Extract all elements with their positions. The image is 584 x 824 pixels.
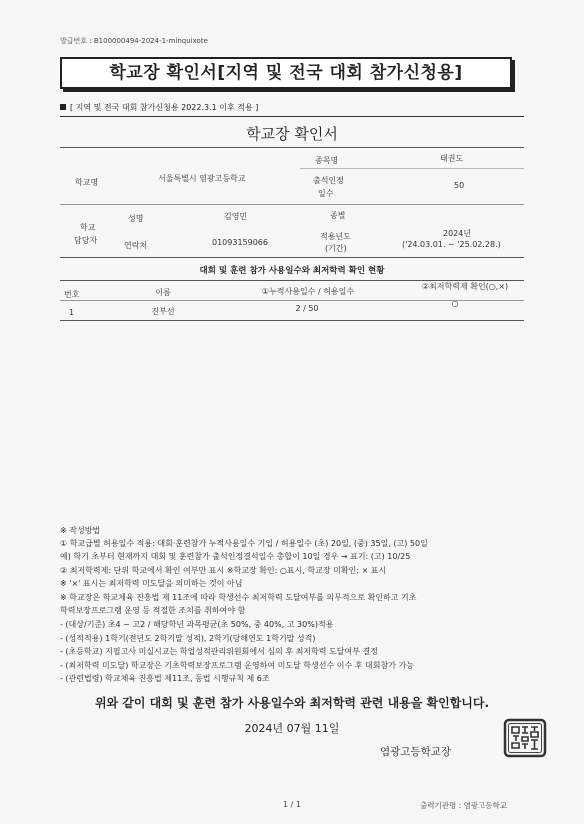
manager-label-line2: 담당자	[74, 236, 98, 245]
instruction-line: ※ '×' 표시는 최저학력 미도달을 의미하는 것이 아님	[60, 579, 243, 588]
square-bullet-icon	[60, 104, 66, 110]
attendance-value: 50	[454, 181, 465, 190]
status-section-title: 대회 및 훈련 참가 사용일수와 최저학력 확인 현황	[199, 266, 385, 276]
col-header-days: ①누적사용일수 / 허용일수	[261, 287, 355, 296]
year-label-line1: 적용년도	[320, 232, 351, 241]
school-name-value: 서울특별시 염광고등학교	[158, 174, 246, 183]
instruction-line: - (초등학교) 지필고사 미실시교는 학업성적관리위원회에서 심의 후 최저학력 도달여부 결정	[60, 647, 378, 656]
attendance-label-line1: 출석인정	[313, 176, 344, 185]
event-label: 종목명	[315, 156, 339, 165]
instruction-line: 학력보장프로그램 운영 등 적절한 조치를 취하여야 함	[60, 606, 246, 615]
official-seal-stamp	[503, 718, 547, 758]
instruction-line: - (성적적용) 1학기(전년도 2학기말 성적), 2학기(당해연도 1학기말 성적)	[60, 634, 316, 643]
instruction-line: ② 최저학력제: 단위 학교에서 확인 여부만 표시 ※학교장 확인: ○표시, 학교장 미확인: × 표시	[60, 566, 387, 575]
issue-number: 발급번호 : B100000494-2024-1-minquixote	[60, 37, 208, 45]
year-value: 2024년	[443, 229, 472, 238]
name-label: 성명	[128, 214, 144, 223]
manager-label-line1: 학교	[80, 223, 96, 232]
instruction-line: - (대상/기준) 초4 ~ 고2 / 해당학년 과목평균(초 50%, 중 40%, 고 30%)적용	[60, 620, 334, 629]
instruction-line: ※ 학교장은 학교체육 진흥법 제 11조에 따라 학생선수 최저학력 도달여부를 의무적으로 확인하고 기초	[60, 593, 417, 602]
banner-title: 학교장 확인서[지역 및 전국 대회 참가신청용]	[109, 63, 463, 83]
info-top-rule	[60, 147, 524, 148]
divider	[60, 116, 524, 117]
type-label: 종별	[330, 211, 346, 220]
col-header-number: 번호	[64, 290, 80, 299]
info-mid-rule	[60, 204, 524, 205]
instruction-line: 예) 학기 초부터 현재까지 대회 및 훈련참가 출석인정결석일수 총합이 10일 경우 → 표기: (고) 10/25	[60, 552, 411, 561]
instruction-line: - (최저학력 미도달) 학교장은 기초학력보장프로그램 운영하여 미도달 학생선수 이수 후 대회참가 가능	[60, 661, 414, 670]
instructions-heading: ※ 작성방법	[60, 526, 101, 535]
school-name-label: 학교명	[75, 178, 99, 187]
page-number: 1 / 1	[283, 800, 301, 809]
event-value: 태권도	[440, 154, 464, 163]
year-label-line2: (기간)	[325, 244, 347, 253]
instruction-line: ① 학교급별 허용일수 적용: 대회·훈련참가 누적사용일수 기입 / 허용일수 (초) 20일, (중) 35일, (고) 50일	[60, 539, 428, 548]
col-header-academic: ②최저학력제 확인(○,×)	[421, 282, 509, 291]
name-value: 김영민	[224, 212, 248, 221]
row-number: 1	[69, 308, 75, 317]
instruction-line: - (관련법령) 학교체육 진흥법 제11조, 동법 시행규칙 제 6조	[60, 674, 270, 683]
contact-label: 연락처	[124, 241, 148, 250]
info-bottom-rule	[60, 257, 524, 258]
principal-signature: 염광고등학교장	[380, 746, 452, 758]
banner-title-box	[60, 57, 512, 89]
issue-date: 2024년 07월 11일	[244, 722, 340, 735]
row-name: 진부선	[151, 307, 175, 316]
col-header-name: 이름	[155, 288, 171, 297]
attendance-label-line2: 일수	[318, 189, 334, 198]
issuing-institution: 출력기관명 : 염광고등학교	[420, 801, 507, 810]
contact-value: 01093159066	[212, 238, 268, 247]
row-academic-check: ○	[451, 299, 459, 308]
confirmation-statement: 위와 같이 대회 및 훈련 참가 사용일수와 최저학력 관련 내용을 확인합니다.	[94, 696, 490, 710]
year-period-value: ('24.03.01. ~ '25.02.28.)	[402, 240, 501, 249]
document-title: 학교장 확인서	[246, 125, 338, 143]
applicability-note-text: [ 지역 및 전국 대회 참가신청용 2022.3.1 이후 적용 ]	[70, 103, 259, 112]
applicability-note	[60, 102, 258, 113]
row-days: 2 / 50	[295, 304, 319, 313]
info-inner-rule	[300, 168, 524, 169]
table-bottom-rule	[60, 320, 524, 321]
